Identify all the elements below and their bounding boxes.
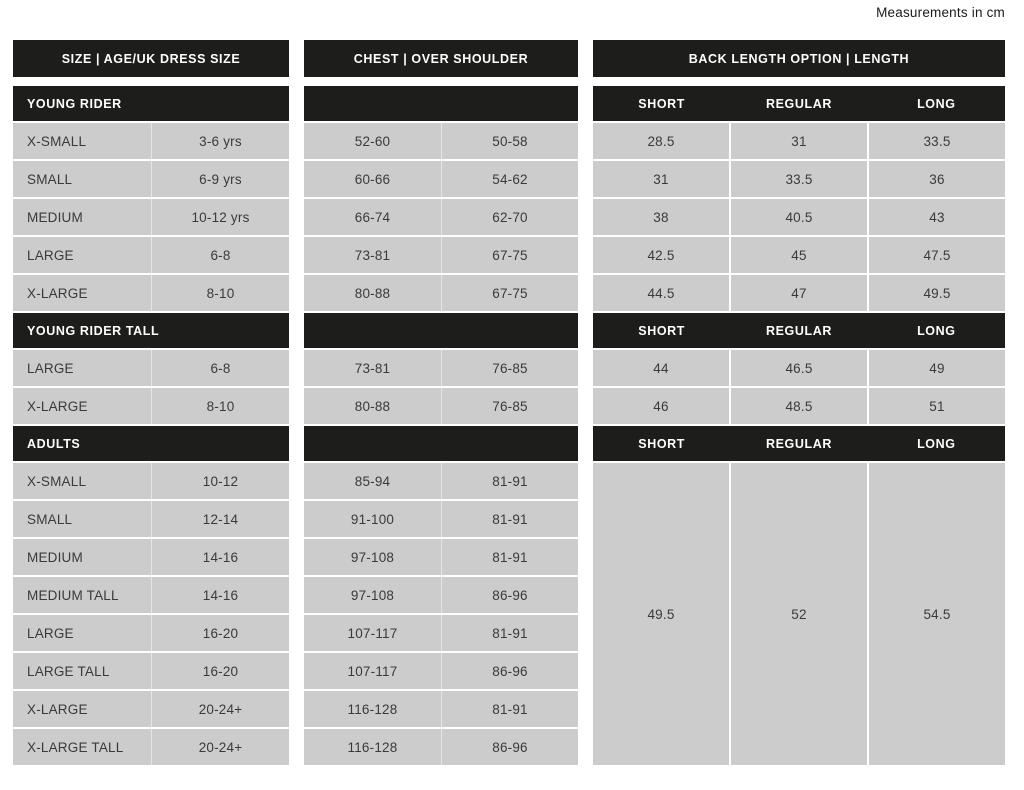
table-row [304, 161, 578, 197]
table-row [304, 199, 578, 235]
table-row [304, 691, 578, 727]
chest-table [304, 40, 578, 765]
length-value-cell: 28.5 [593, 123, 729, 159]
size-value-cell: 10-12 yrs [151, 199, 289, 235]
section-header: YOUNG RIDER [13, 86, 289, 121]
size-table-body [13, 86, 289, 765]
table-row [13, 275, 289, 311]
shoulder-value-cell: 76-85 [441, 388, 578, 424]
back-length-table [593, 40, 1005, 765]
table-row [13, 615, 289, 651]
shoulder-value-cell: 67-75 [441, 275, 578, 311]
table-row [13, 237, 289, 273]
size-table [13, 40, 289, 765]
table-row [593, 237, 1005, 273]
length-value-cell: 38 [593, 199, 729, 235]
size-label-cell: X-SMALL [27, 133, 87, 149]
chest-value-cell: 85-94 [354, 473, 391, 489]
length-value-cell: 46.5 [731, 350, 867, 386]
shoulder-value-cell: 86-96 [441, 729, 578, 765]
length-value-cell: 40.5 [731, 199, 867, 235]
size-label-cell: X-LARGE [27, 285, 88, 301]
chest-value-cell: 107-117 [347, 663, 398, 679]
length-value-cell: 49 [869, 350, 1005, 386]
chest-value-cell: 97-108 [350, 549, 395, 565]
column-header-label: LONG [917, 436, 956, 451]
section-header [304, 426, 578, 461]
length-value-cell: 44 [593, 350, 729, 386]
chest-value-cell: 91-100 [350, 511, 395, 527]
size-label-cell: MEDIUM TALL [27, 587, 119, 603]
column-header-bar [593, 426, 1005, 461]
size-value-cell: 12-14 [151, 501, 289, 537]
length-value-cell: 36 [869, 161, 1005, 197]
shoulder-value-cell: 76-85 [441, 350, 578, 386]
size-table-header [13, 40, 289, 77]
back-length-table-body [593, 86, 1005, 765]
table-row [304, 577, 578, 613]
size-value-cell: 20-24+ [151, 691, 289, 727]
table-row [304, 729, 578, 765]
chest-value-cell: 97-108 [350, 587, 395, 603]
size-value-cell: 6-8 [151, 237, 289, 273]
column-header-bar [593, 86, 1005, 121]
chest-value-cell: 60-66 [354, 171, 391, 187]
table-row [593, 199, 1005, 235]
size-value-cell: 20-24+ [151, 729, 289, 765]
table-row [304, 275, 578, 311]
table-row [304, 615, 578, 651]
column-header-label: SHORT [638, 323, 686, 338]
chest-value-cell: 52-60 [354, 133, 391, 149]
length-value-cell: 45 [731, 237, 867, 273]
column-header-label: SHORT [638, 96, 686, 111]
table-row [13, 123, 289, 159]
table-row [304, 350, 578, 386]
shoulder-value-cell: 86-96 [441, 577, 578, 613]
back-length-table-header [593, 40, 1005, 77]
length-value-cell: 47 [731, 275, 867, 311]
chest-value-cell: 80-88 [354, 398, 391, 414]
table-row [13, 199, 289, 235]
section-header [304, 86, 578, 121]
back-length-table-header-label: BACK LENGTH OPTION | LENGTH [688, 51, 910, 66]
table-row [13, 350, 289, 386]
table-row [304, 388, 578, 424]
shoulder-value-cell: 81-91 [441, 463, 578, 499]
size-value-cell: 8-10 [151, 388, 289, 424]
size-value-cell: 6-8 [151, 350, 289, 386]
size-label-cell: LARGE [27, 247, 74, 263]
length-value-cell: 44.5 [593, 275, 729, 311]
measurements-note: Measurements in cm [876, 5, 1005, 20]
chest-value-cell: 73-81 [354, 360, 391, 376]
size-label-cell: SMALL [27, 511, 73, 527]
column-header-label: LONG [917, 323, 956, 338]
table-row [13, 691, 289, 727]
table-row [13, 463, 289, 499]
table-row [13, 161, 289, 197]
shoulder-value-cell: 62-70 [441, 199, 578, 235]
table-row [593, 388, 1005, 424]
chest-table-header-label: CHEST | OVER SHOULDER [353, 51, 529, 66]
size-label-cell: X-SMALL [27, 473, 87, 489]
size-table-header-label: SIZE | AGE/UK DRESS SIZE [61, 51, 241, 66]
column-header-label: REGULAR [765, 323, 832, 338]
table-row [304, 653, 578, 689]
column-header-label: LONG [917, 96, 956, 111]
size-label-cell: LARGE TALL [27, 663, 110, 679]
table-row [593, 123, 1005, 159]
size-label-cell: SMALL [27, 171, 73, 187]
size-value-cell: 6-9 yrs [151, 161, 289, 197]
length-value-cell: 51 [869, 388, 1005, 424]
shoulder-value-cell: 81-91 [441, 539, 578, 575]
size-value-cell: 8-10 [151, 275, 289, 311]
shoulder-value-cell: 67-75 [441, 237, 578, 273]
table-row [13, 539, 289, 575]
table-row [13, 501, 289, 537]
table-row [593, 275, 1005, 311]
size-value-cell: 3-6 yrs [151, 123, 289, 159]
size-value-cell: 16-20 [151, 615, 289, 651]
table-row [13, 729, 289, 765]
table-row [13, 653, 289, 689]
length-value-cell: 33.5 [731, 161, 867, 197]
length-value-cell: 46 [593, 388, 729, 424]
length-value-cell: 54.5 [869, 463, 1005, 765]
column-header-label: SHORT [638, 436, 686, 451]
length-value-cell: 48.5 [731, 388, 867, 424]
table-row-merged [593, 463, 1005, 765]
length-value-cell: 49.5 [869, 275, 1005, 311]
column-header-label: REGULAR [765, 96, 832, 111]
size-value-cell: 10-12 [151, 463, 289, 499]
table-row [304, 463, 578, 499]
length-value-cell: 47.5 [869, 237, 1005, 273]
table-row [304, 123, 578, 159]
length-value-cell: 33.5 [869, 123, 1005, 159]
size-label-cell: X-LARGE [27, 398, 88, 414]
section-header: ADULTS [13, 426, 289, 461]
chest-value-cell: 73-81 [354, 247, 391, 263]
column-header-bar [593, 313, 1005, 348]
column-header-label: REGULAR [765, 436, 832, 451]
shoulder-value-cell: 81-91 [441, 615, 578, 651]
size-value-cell: 14-16 [151, 539, 289, 575]
size-label-cell: MEDIUM [27, 209, 83, 225]
shoulder-value-cell: 86-96 [441, 653, 578, 689]
chest-table-body [304, 86, 578, 765]
size-label-cell: LARGE [27, 360, 74, 376]
length-value-cell: 31 [731, 123, 867, 159]
length-value-cell: 31 [593, 161, 729, 197]
table-row [593, 161, 1005, 197]
chest-table-header [304, 40, 578, 77]
table-row [593, 350, 1005, 386]
chest-value-cell: 66-74 [354, 209, 391, 225]
table-row [13, 577, 289, 613]
size-label-cell: X-LARGE [27, 701, 88, 717]
shoulder-value-cell: 81-91 [441, 691, 578, 727]
chest-value-cell: 80-88 [354, 285, 391, 301]
size-label-cell: X-LARGE TALL [27, 739, 124, 755]
length-value-cell: 49.5 [593, 463, 729, 765]
table-row [13, 388, 289, 424]
size-value-cell: 14-16 [151, 577, 289, 613]
chest-value-cell: 116-128 [347, 701, 398, 717]
chest-value-cell: 107-117 [347, 625, 398, 641]
size-label-cell: MEDIUM [27, 549, 83, 565]
length-value-cell: 43 [869, 199, 1005, 235]
shoulder-value-cell: 54-62 [441, 161, 578, 197]
table-row [304, 501, 578, 537]
table-row [304, 539, 578, 575]
size-label-cell: LARGE [27, 625, 74, 641]
shoulder-value-cell: 81-91 [441, 501, 578, 537]
length-value-cell: 52 [731, 463, 867, 765]
shoulder-value-cell: 50-58 [441, 123, 578, 159]
tables-container [13, 40, 1005, 765]
table-row [304, 237, 578, 273]
chest-value-cell: 116-128 [347, 739, 398, 755]
section-header: YOUNG RIDER TALL [13, 313, 289, 348]
size-value-cell: 16-20 [151, 653, 289, 689]
length-value-cell: 42.5 [593, 237, 729, 273]
section-header [304, 313, 578, 348]
